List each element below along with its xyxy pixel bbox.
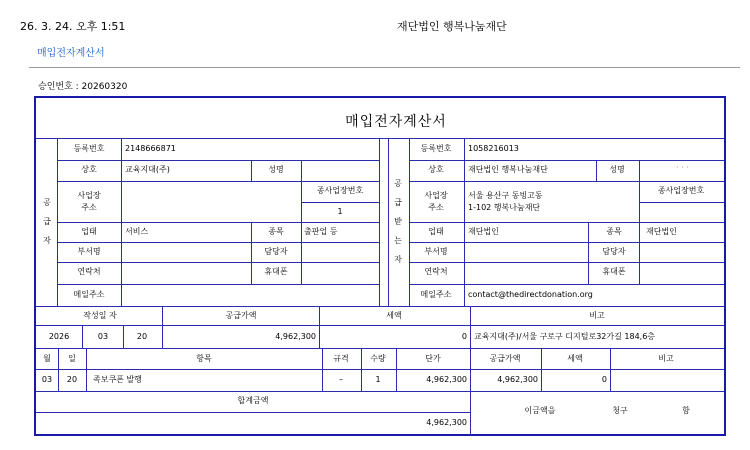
recipient-addr-value: 서울 용산구 동빙고동 1-102 행복나눔재단 (468, 191, 543, 212)
supplier-rep-label: 성명 (268, 165, 284, 174)
grid-line (610, 348, 611, 391)
grid-line (57, 138, 58, 306)
recipient-label: 공 급 받 는 자 (394, 179, 402, 264)
supplier-label: 공 급 자 (43, 198, 51, 245)
item-month: 03 (41, 375, 53, 384)
supplier-branch-value: 1 (337, 207, 343, 216)
header-divider (29, 67, 740, 68)
grid-line (388, 138, 389, 306)
print-datetime: 26. 3. 24. 오후 1:51 (20, 20, 126, 33)
document-title: 매입전자계산서 (345, 114, 447, 130)
grid-line (301, 160, 302, 284)
col-tax: 세액 (567, 354, 583, 363)
col-supply: 공급가액 (489, 354, 521, 363)
recipient-contact-label: 연락처 (424, 267, 448, 276)
grid-line (121, 138, 122, 306)
grid-line (409, 181, 724, 182)
grid-line (470, 391, 471, 436)
grid-line (464, 138, 465, 306)
grid-line (86, 348, 87, 391)
grid-line (36, 348, 724, 349)
summary-tax-value: 0 (461, 332, 467, 341)
summary-tax-label: 세액 (386, 311, 402, 320)
supplier-mobile-label: 휴대폰 (264, 267, 288, 276)
supplier-biz-value: 서비스 (125, 227, 149, 236)
summary-month: 03 (97, 332, 109, 341)
col-month: 월 (43, 354, 51, 363)
supplier-item-label: 종목 (268, 227, 284, 236)
grid-line (251, 222, 252, 284)
grid-line (58, 348, 59, 391)
grid-line (251, 160, 252, 181)
grid-line (322, 348, 323, 391)
col-unit-price: 단가 (425, 354, 441, 363)
grid-line (36, 325, 724, 326)
summary-date-label: 작성일 자 (83, 311, 117, 320)
supplier-reg-value: 2148666871 (125, 144, 176, 153)
col-day: 일 (68, 354, 76, 363)
summary-year: 2026 (48, 332, 70, 341)
grid-line (596, 160, 597, 181)
grid-line (36, 391, 724, 392)
receipt-text-1: 이금액을 (524, 406, 556, 415)
grid-line (361, 348, 362, 391)
grid-line (57, 262, 379, 263)
supplier-item-value: 출판업 등 (304, 227, 338, 236)
col-item: 항목 (196, 354, 212, 363)
summary-note-value: 교육지대(주)/서울 구로구 디지털로32가길 184,6층 (474, 332, 656, 341)
supplier-reg-label: 등록번호 (73, 144, 105, 153)
grid-line (409, 160, 724, 161)
recipient-rep-label: 성명 (609, 165, 625, 174)
col-spec: 규격 (333, 354, 349, 363)
summary-supply-label: 공급가액 (225, 311, 257, 320)
grid-line (57, 160, 379, 161)
supplier-addr-label: 사업장 주소 (77, 191, 101, 212)
grid-line (36, 412, 470, 413)
recipient-name-value: 재단법인 행복나눔재단 (468, 165, 548, 174)
recipient-item-value: 재단법인 (646, 227, 677, 236)
item-supply: 4,962,300 (497, 375, 538, 384)
grid-line (57, 242, 379, 243)
recipient-branch-label: 종사업장번호 (657, 186, 705, 195)
supplier-branch-label: 종사업장번호 (316, 186, 364, 195)
recipient-dept-label: 부서명 (424, 247, 448, 256)
item-spec: – (339, 375, 343, 384)
receipt-text-2: 청구 (612, 406, 628, 415)
grid-line (82, 325, 83, 348)
grid-line (639, 160, 640, 284)
recipient-rep-value: · · · (676, 163, 689, 172)
item-qty: 1 (375, 375, 381, 384)
col-note: 비고 (658, 354, 674, 363)
grid-line (36, 369, 724, 370)
item-unit-price: 4,962,300 (426, 375, 467, 384)
print-page-title: 재단법인 행복나눔재단 (397, 20, 507, 33)
grid-line (409, 262, 724, 263)
item-name: 족보쿠폰 발행 (93, 375, 142, 384)
grid-line (123, 325, 124, 348)
summary-supply-value: 4,962,300 (275, 332, 316, 341)
grid-line (57, 222, 379, 223)
grid-line (57, 284, 379, 285)
item-day: 20 (66, 375, 78, 384)
grid-line (57, 181, 379, 182)
grid-line (36, 138, 724, 139)
recipient-email-value: contact@thedirectdonation.org (468, 290, 593, 299)
supplier-email-label: 메일주소 (73, 290, 105, 299)
supplier-manager-label: 담당자 (264, 247, 288, 256)
invoice-link[interactable]: 매입전자계산서 (37, 48, 105, 59)
invoice-table (34, 96, 726, 436)
item-tax: 0 (601, 375, 607, 384)
grid-line (396, 348, 397, 391)
grid-line (541, 348, 542, 391)
grid-line (319, 306, 320, 348)
grid-line (409, 138, 410, 306)
recipient-email-label: 메일주소 (420, 290, 452, 299)
grid-line (470, 348, 471, 391)
total-label: 합계금액 (237, 396, 269, 405)
recipient-reg-label: 등록번호 (420, 144, 452, 153)
recipient-addr-label: 사업장 주소 (424, 191, 448, 212)
receipt-text-3: 함 (682, 406, 690, 415)
col-qty: 수량 (370, 354, 386, 363)
grid-line (470, 306, 471, 348)
recipient-name-label: 상호 (428, 165, 444, 174)
supplier-dept-label: 부서명 (77, 247, 101, 256)
grid-line (409, 242, 724, 243)
supplier-contact-label: 연락처 (77, 267, 101, 276)
grid-line (409, 222, 724, 223)
recipient-biz-value: 재단법인 (468, 227, 499, 236)
recipient-mobile-label: 휴대폰 (602, 267, 626, 276)
approval-number: 승인번호 : 20260320 (38, 82, 128, 92)
grid-line (409, 284, 724, 285)
total-value: 4,962,300 (426, 418, 467, 427)
grid-line (162, 306, 163, 348)
grid-line (36, 306, 724, 307)
recipient-manager-label: 담당자 (602, 247, 626, 256)
supplier-biz-label: 업태 (81, 227, 97, 236)
supplier-name-label: 상호 (81, 165, 97, 174)
grid-line (301, 202, 379, 203)
grid-line (379, 138, 380, 306)
recipient-biz-label: 업태 (428, 227, 444, 236)
summary-note-label: 비고 (589, 311, 605, 320)
grid-line (588, 222, 589, 284)
supplier-name-value: 교육지대(주) (125, 165, 170, 174)
summary-day: 20 (136, 332, 148, 341)
grid-line (639, 202, 724, 203)
recipient-reg-value: 1058216013 (468, 144, 519, 153)
recipient-item-label: 종목 (606, 227, 622, 236)
